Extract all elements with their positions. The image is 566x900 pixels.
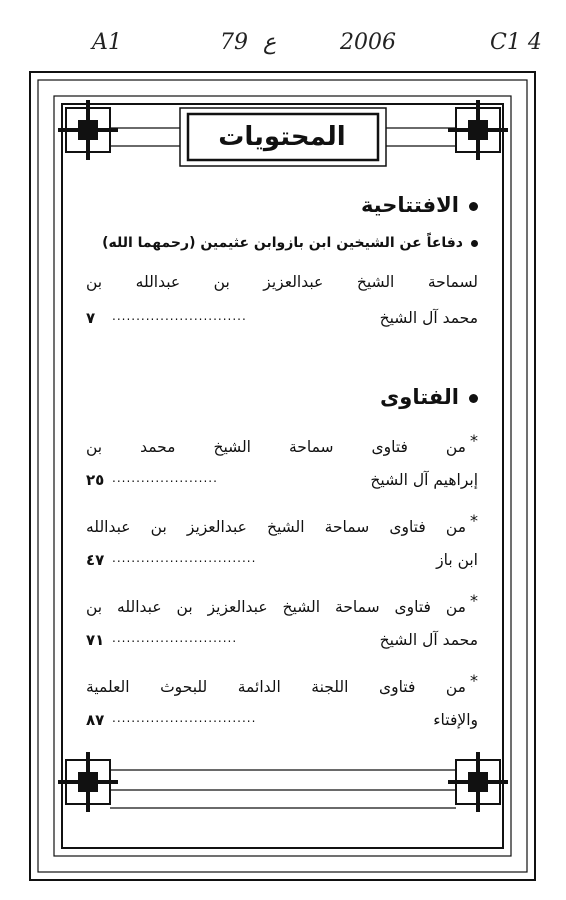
entry-text: إبراهيم آل الشيخ [370, 471, 478, 489]
corner-ornament-top-left [58, 100, 118, 160]
page-number: ٢٥ [86, 471, 105, 489]
page-title: المحتويات [218, 122, 346, 152]
asterisk-icon: * [470, 431, 478, 450]
handwritten-note-right: C1 4 [490, 30, 542, 55]
asterisk-icon: * [470, 671, 478, 690]
leader-dots: ............................ [112, 309, 247, 323]
toc-line: *من فتاوى اللجنة الدائمة للبحوث العلمية [86, 671, 478, 697]
sub-heading-line: دفاعاً عن الشيخين ابن بازوابن عثيمين (رحمهما الله) [86, 235, 478, 251]
corner-ornament-bottom-left [58, 752, 118, 812]
toc-line: *من فتاوى سماحة الشيخ عبدالعزيز بن عبدالله [86, 511, 478, 537]
asterisk-icon: * [470, 511, 478, 530]
corner-ornament-bottom-right [448, 752, 508, 812]
toc-line: لسماحة الشيخ عبدالعزيز بن عبدالله بن [86, 273, 478, 291]
toc-entry[interactable] [86, 551, 478, 575]
bullet-icon [469, 202, 478, 211]
toc-line: *من فتاوى سماحة الشيخ عبدالعزيز بن عبدالله بن [86, 591, 478, 617]
bullet-icon [471, 240, 478, 247]
toc-line: *من فتاوى سماحة الشيخ محمد بن [86, 431, 478, 457]
section-heading-fatawa: الفتاوى [380, 385, 478, 409]
bullet-icon [469, 394, 478, 403]
page-number: ٨٧ [86, 711, 105, 729]
leader-dots: .......................... [112, 631, 238, 645]
toc-entry[interactable] [86, 471, 478, 495]
page-number: ٧١ [86, 631, 105, 649]
leader-dots: ...................... [112, 471, 218, 485]
leader-dots: .............................. [112, 551, 257, 565]
entry-text: محمد آل الشيخ [379, 309, 478, 327]
handwritten-year: 2006 [340, 30, 396, 55]
entry-text: ابن باز [436, 551, 478, 569]
page-number: ٤٧ [86, 551, 105, 569]
handwritten-note-mid-2: ع [263, 30, 277, 55]
entry-text: محمد آل الشيخ [379, 631, 478, 649]
entry-text: والإفتاء [433, 711, 478, 729]
page-number: ٧ [86, 309, 96, 327]
toc-entry[interactable] [86, 631, 478, 655]
asterisk-icon: * [470, 591, 478, 610]
handwritten-note-mid-1: 79 [220, 30, 248, 55]
toc-entry[interactable] [86, 309, 478, 333]
handwritten-note-left: A1 [92, 30, 122, 55]
corner-ornament-top-right [448, 100, 508, 160]
toc-entry[interactable] [86, 711, 478, 735]
section-heading-opening: الافتتاحية [361, 193, 478, 217]
leader-dots: .............................. [112, 711, 257, 725]
